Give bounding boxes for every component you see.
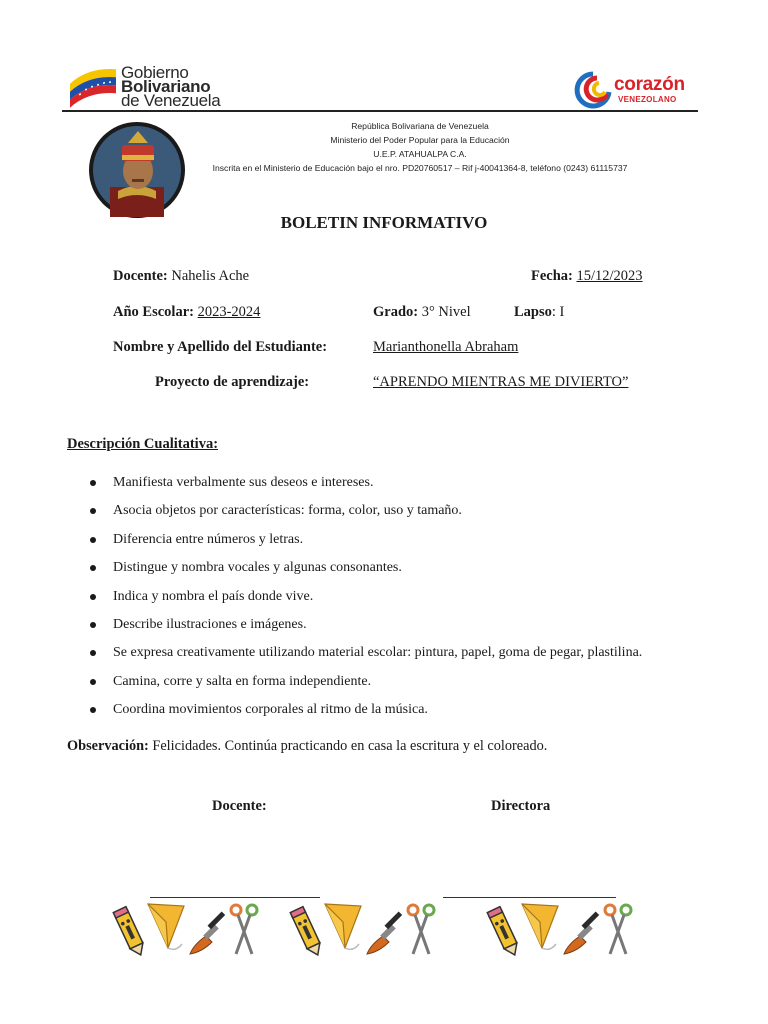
school-supplies-decoration: [108, 900, 668, 960]
observation-label: Observación:: [67, 738, 149, 754]
institution-line: Ministerio del Poder Popular para la Educación: [330, 135, 510, 145]
list-item: [88, 523, 642, 551]
estudiante-label: Nombre y Apellido del Estudiante:: [113, 339, 328, 355]
estudiante-value: Marianthonella Abraham: [373, 339, 519, 355]
grado-label: Grado:: [373, 304, 419, 320]
estudiante-label-field: [113, 339, 327, 356]
list-item-text: Se expresa creativamente utilizando material escolar: pintura, papel, goma de pegar, plastilina.: [113, 645, 643, 661]
gob-logo-line3: de Venezuela: [121, 91, 221, 110]
list-item: [88, 665, 642, 693]
list-item: [88, 636, 642, 664]
description-list: [88, 466, 642, 722]
gob-logo-line2: Bolivariano: [121, 77, 211, 96]
list-item: [88, 693, 642, 721]
bullet-icon: [90, 650, 96, 656]
observation: [67, 738, 547, 755]
atahualpa-portrait: [88, 121, 186, 219]
list-item-text: Camina, corre y salta en forma independiente.: [113, 673, 372, 689]
fecha-value: 15/12/2023: [576, 268, 643, 284]
anio-escolar-field: [113, 304, 260, 321]
anio-value: 2023-2024: [197, 304, 261, 320]
docente-label: Docente:: [113, 268, 168, 284]
proyecto-label-field: [155, 374, 309, 391]
list-item: [88, 551, 642, 579]
anio-label: Año Escolar:: [113, 304, 194, 320]
bullet-icon: [90, 480, 96, 486]
bullet-icon: [90, 622, 96, 628]
grado-value: 3° Nivel: [421, 304, 471, 320]
list-item-text: Asocia objetos por características: forma, color, uso y tamaño.: [113, 503, 462, 519]
docente-value: Nahelis Ache: [171, 268, 250, 284]
institution-line: Inscrita en el Ministerio de Educación bajo el nro. PD20760517 – Rif j-40041364-8, teléfono (0243) 61115737: [212, 163, 628, 173]
list-item-text: Describe ilustraciones e imágenes.: [113, 616, 307, 632]
proyecto-label: Proyecto de aprendizaje:: [155, 374, 310, 390]
estudiante-value-field: [373, 339, 518, 356]
signature-docente-label: Docente:: [212, 798, 267, 814]
document-title: BOLETIN INFORMATIVO: [280, 213, 488, 232]
list-item-text: Indica y nombra el país donde vive.: [113, 588, 314, 604]
bullet-icon: [90, 594, 96, 600]
fecha-field: [531, 268, 643, 285]
docente-field: [113, 268, 249, 285]
list-item-text: Diferencia entre números y letras.: [113, 531, 304, 547]
bullet-icon: [90, 679, 96, 685]
bullet-icon: [90, 508, 96, 514]
signature-line-directora: [443, 897, 616, 898]
signature-line-docente: [150, 897, 320, 898]
list-item: [88, 466, 642, 494]
bullet-icon: [90, 565, 96, 571]
fecha-label: Fecha:: [531, 268, 573, 284]
corazon-logo-subtitle: VENEZOLANO: [618, 95, 677, 104]
signature-directora-label: Directora: [491, 798, 551, 814]
bullet-icon: [90, 707, 96, 713]
list-item: [88, 580, 642, 608]
list-item-text: Manifiesta verbalmente sus deseos e intereses.: [113, 475, 374, 490]
institution-line: U.E.P. ATAHUALPA C.A.: [373, 149, 467, 159]
gobierno-logo-text: [121, 63, 221, 110]
observation-text: Felicidades. Continúa practicando en casa la escritura y el coloreado.: [148, 738, 548, 754]
grado-field: [373, 304, 471, 321]
lapso-field: [514, 304, 564, 321]
institution-info: [190, 119, 650, 175]
list-item-text: Distingue y nombra vocales y algunas consonantes.: [113, 560, 402, 576]
lapso-value: : I: [551, 304, 565, 320]
lapso-label: Lapso: [514, 304, 552, 320]
list-item: [88, 608, 642, 636]
bullet-icon: [90, 537, 96, 543]
header-divider: [62, 110, 698, 112]
corazon-logo-name: corazón: [614, 74, 685, 95]
gob-logo-line1: Gobierno: [121, 63, 189, 82]
proyecto-value: “APRENDO MIENTRAS ME DIVIERTO”: [373, 374, 629, 390]
proyecto-value-field: [373, 374, 628, 391]
list-item: [88, 494, 642, 522]
institution-line: República Bolivariana de Venezuela: [351, 121, 489, 131]
description-heading: Descripción Cualitativa:: [67, 436, 219, 452]
list-item-text: Coordina movimientos corporales al ritmo de la música.: [113, 702, 428, 718]
